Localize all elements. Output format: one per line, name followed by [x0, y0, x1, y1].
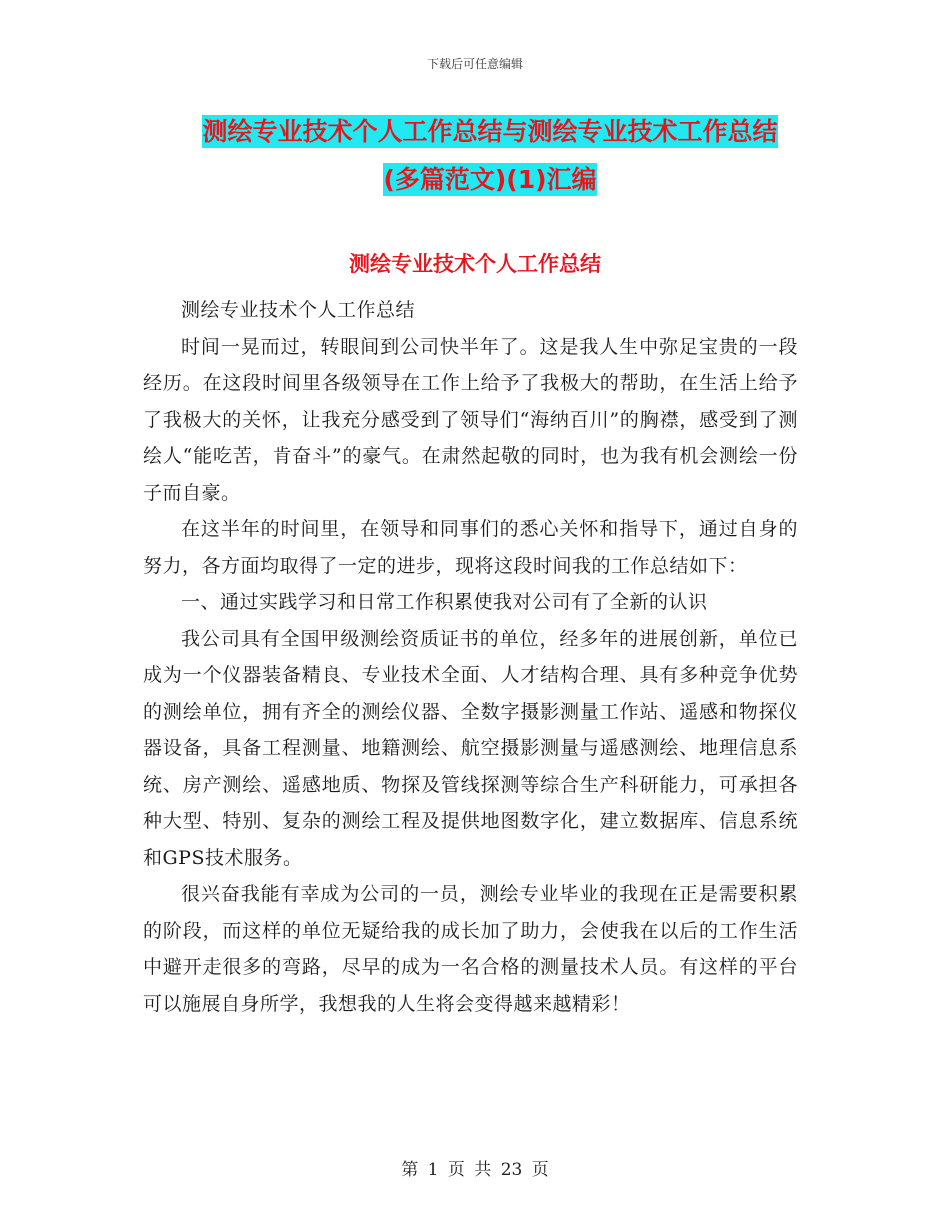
document-title: [140, 108, 840, 204]
document-body: [143, 292, 798, 1022]
document-title-line1: 测绘专业技术个人工作总结与测绘专业技术工作总结: [202, 117, 778, 146]
header-note: 下载后可任意编辑: [426, 57, 523, 71]
paragraph: 在这半年的时间里，在领导和同事们的悉心关怀和指导下，通过自身的努力，各方面均取得了一定的进步，现将这段时间我的工作总结如下：: [143, 518, 798, 577]
paragraph: 很兴奋我能有幸成为公司的一员，测绘专业毕业的我现在正是需要积累的阶段，而这样的单位无疑给我的成长加了助力，会使我在以后的工作生活中避开走很多的弯路，尽早的成为一名合格的测量技术人员。有这样的平台可以施展自身所学，我想我的人生将会变得越来越精彩！: [143, 883, 798, 1015]
page-number: 第 1 页 共 23 页: [401, 1160, 549, 1180]
paragraph-subtitle: 测绘专业技术个人工作总结: [181, 299, 416, 321]
paragraph-heading: 一、通过实践学习和日常工作积累使我对公司有了全新的认识: [181, 591, 708, 613]
section-title: 测绘专业技术个人工作总结: [349, 252, 601, 276]
paragraph: 我公司具有全国甲级测绘资质证书的单位，经多年的进展创新，单位已成为一个仪器装备精良、专业技术全面、人才结构合理、具有多种竞争优势的测绘单位，拥有齐全的测绘仪器、全数字摄影测量工作站、遥感和物探仪器设备，具备工程测量、地籍测绘、航空摄影测量与遥感测绘、地理信息系统、房产测绘、遥感地质、物探及管线探测等综合生产科研能力，可承担各种大型、特别、复杂的测绘工程及提供地图数字化，建立数据库、信息系统和GPS技术服务。: [143, 627, 798, 869]
paragraph: 时间一晃而过，转眼间到公司快半年了。这是我人生中弥足宝贵的一段经历。在这段时间里各级领导在工作上给予了我极大的帮助，在生活上给予了我极大的关怀，让我充分感受到了领导们“海纳百川”的胸襟，感受到了测绘人“能吃苦，肯奋斗”的豪气。在肃然起敬的同时，也为我有机会测绘一份子而自豪。: [143, 335, 798, 504]
document-title-line2: (多篇范文)(1)汇编: [383, 165, 597, 194]
